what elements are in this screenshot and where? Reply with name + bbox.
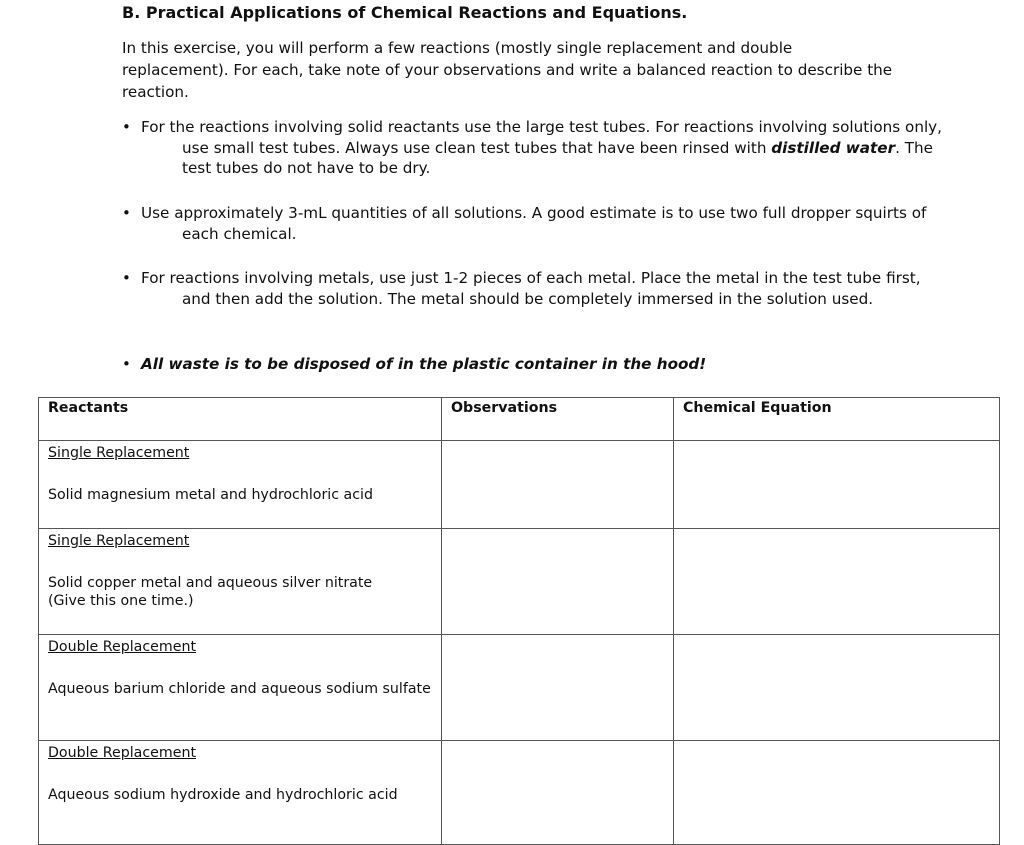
reactions-table bbox=[38, 397, 1000, 845]
bullet-text: Use approximately 3-mL quantities of all solutions. A good estimate is to use two full dropper squirts of each chemical. bbox=[141, 204, 927, 243]
equation-cell[interactable] bbox=[674, 741, 1000, 845]
reactants-cell bbox=[39, 529, 442, 635]
reactants-note: (Give this one time.) bbox=[48, 593, 194, 609]
bullet-test-tubes bbox=[122, 117, 942, 179]
equation-cell[interactable] bbox=[674, 635, 1000, 741]
header-reactants: Reactants bbox=[39, 398, 442, 441]
distilled-water-emphasis: distilled water bbox=[771, 138, 896, 157]
bullet-dot: • bbox=[122, 118, 131, 136]
observations-cell[interactable] bbox=[442, 441, 674, 529]
reaction-type: Double Replacement bbox=[48, 639, 197, 655]
reactants-cell bbox=[39, 441, 442, 529]
bullet-metals bbox=[122, 268, 942, 309]
header-observations: Observations bbox=[442, 398, 674, 441]
table-row bbox=[39, 741, 1000, 845]
bullet-dot: • bbox=[122, 355, 131, 373]
bullet-quantities bbox=[122, 203, 942, 244]
reactants-description: Solid copper metal and aqueous silver nitrate bbox=[48, 575, 373, 591]
page-title: B. Practical Applications of Chemical Reactions and Equations. bbox=[122, 3, 688, 22]
reactants-description: Solid magnesium metal and hydrochloric acid bbox=[48, 487, 373, 503]
reactants-cell bbox=[39, 741, 442, 845]
reactants-description: Aqueous sodium hydroxide and hydrochloric acid bbox=[48, 787, 398, 803]
observations-cell[interactable] bbox=[442, 529, 674, 635]
table-row bbox=[39, 635, 1000, 741]
equation-cell[interactable] bbox=[674, 441, 1000, 529]
observations-cell[interactable] bbox=[442, 741, 674, 845]
bullet-text: For the reactions involving solid reactants use the large test tubes. For reactions involving solutions only, use small test tubes. Always use clean test tubes that have been rinsed with distilled water. The test tubes do not have to be dry. bbox=[141, 118, 942, 177]
bullet-waste bbox=[122, 354, 942, 375]
table-header-row bbox=[39, 398, 1000, 441]
equation-cell[interactable] bbox=[674, 529, 1000, 635]
reactants-description: Aqueous barium chloride and aqueous sodium sulfate bbox=[48, 681, 431, 697]
header-chemical-equation: Chemical Equation bbox=[674, 398, 1000, 441]
bullet-text: All waste is to be disposed of in the plastic container in the hood! bbox=[141, 355, 707, 373]
reaction-type: Single Replacement bbox=[48, 533, 190, 549]
reaction-type: Double Replacement bbox=[48, 745, 197, 761]
reaction-type: Single Replacement bbox=[48, 445, 190, 461]
table-row bbox=[39, 529, 1000, 635]
intro-paragraph: In this exercise, you will perform a few reactions (mostly single replacement and double replacement). For each, take note of your observations and write a balanced reaction to describe the reaction. bbox=[122, 39, 893, 101]
reactants-cell bbox=[39, 635, 442, 741]
observations-cell[interactable] bbox=[442, 635, 674, 741]
bullet-dot: • bbox=[122, 204, 131, 222]
bullet-text: For reactions involving metals, use just 1-2 pieces of each metal. Place the metal in the test tube first, and then add the solution. The metal should be completely immersed in the solution used. bbox=[141, 269, 921, 308]
table-row bbox=[39, 441, 1000, 529]
bullet-dot: • bbox=[122, 269, 131, 287]
